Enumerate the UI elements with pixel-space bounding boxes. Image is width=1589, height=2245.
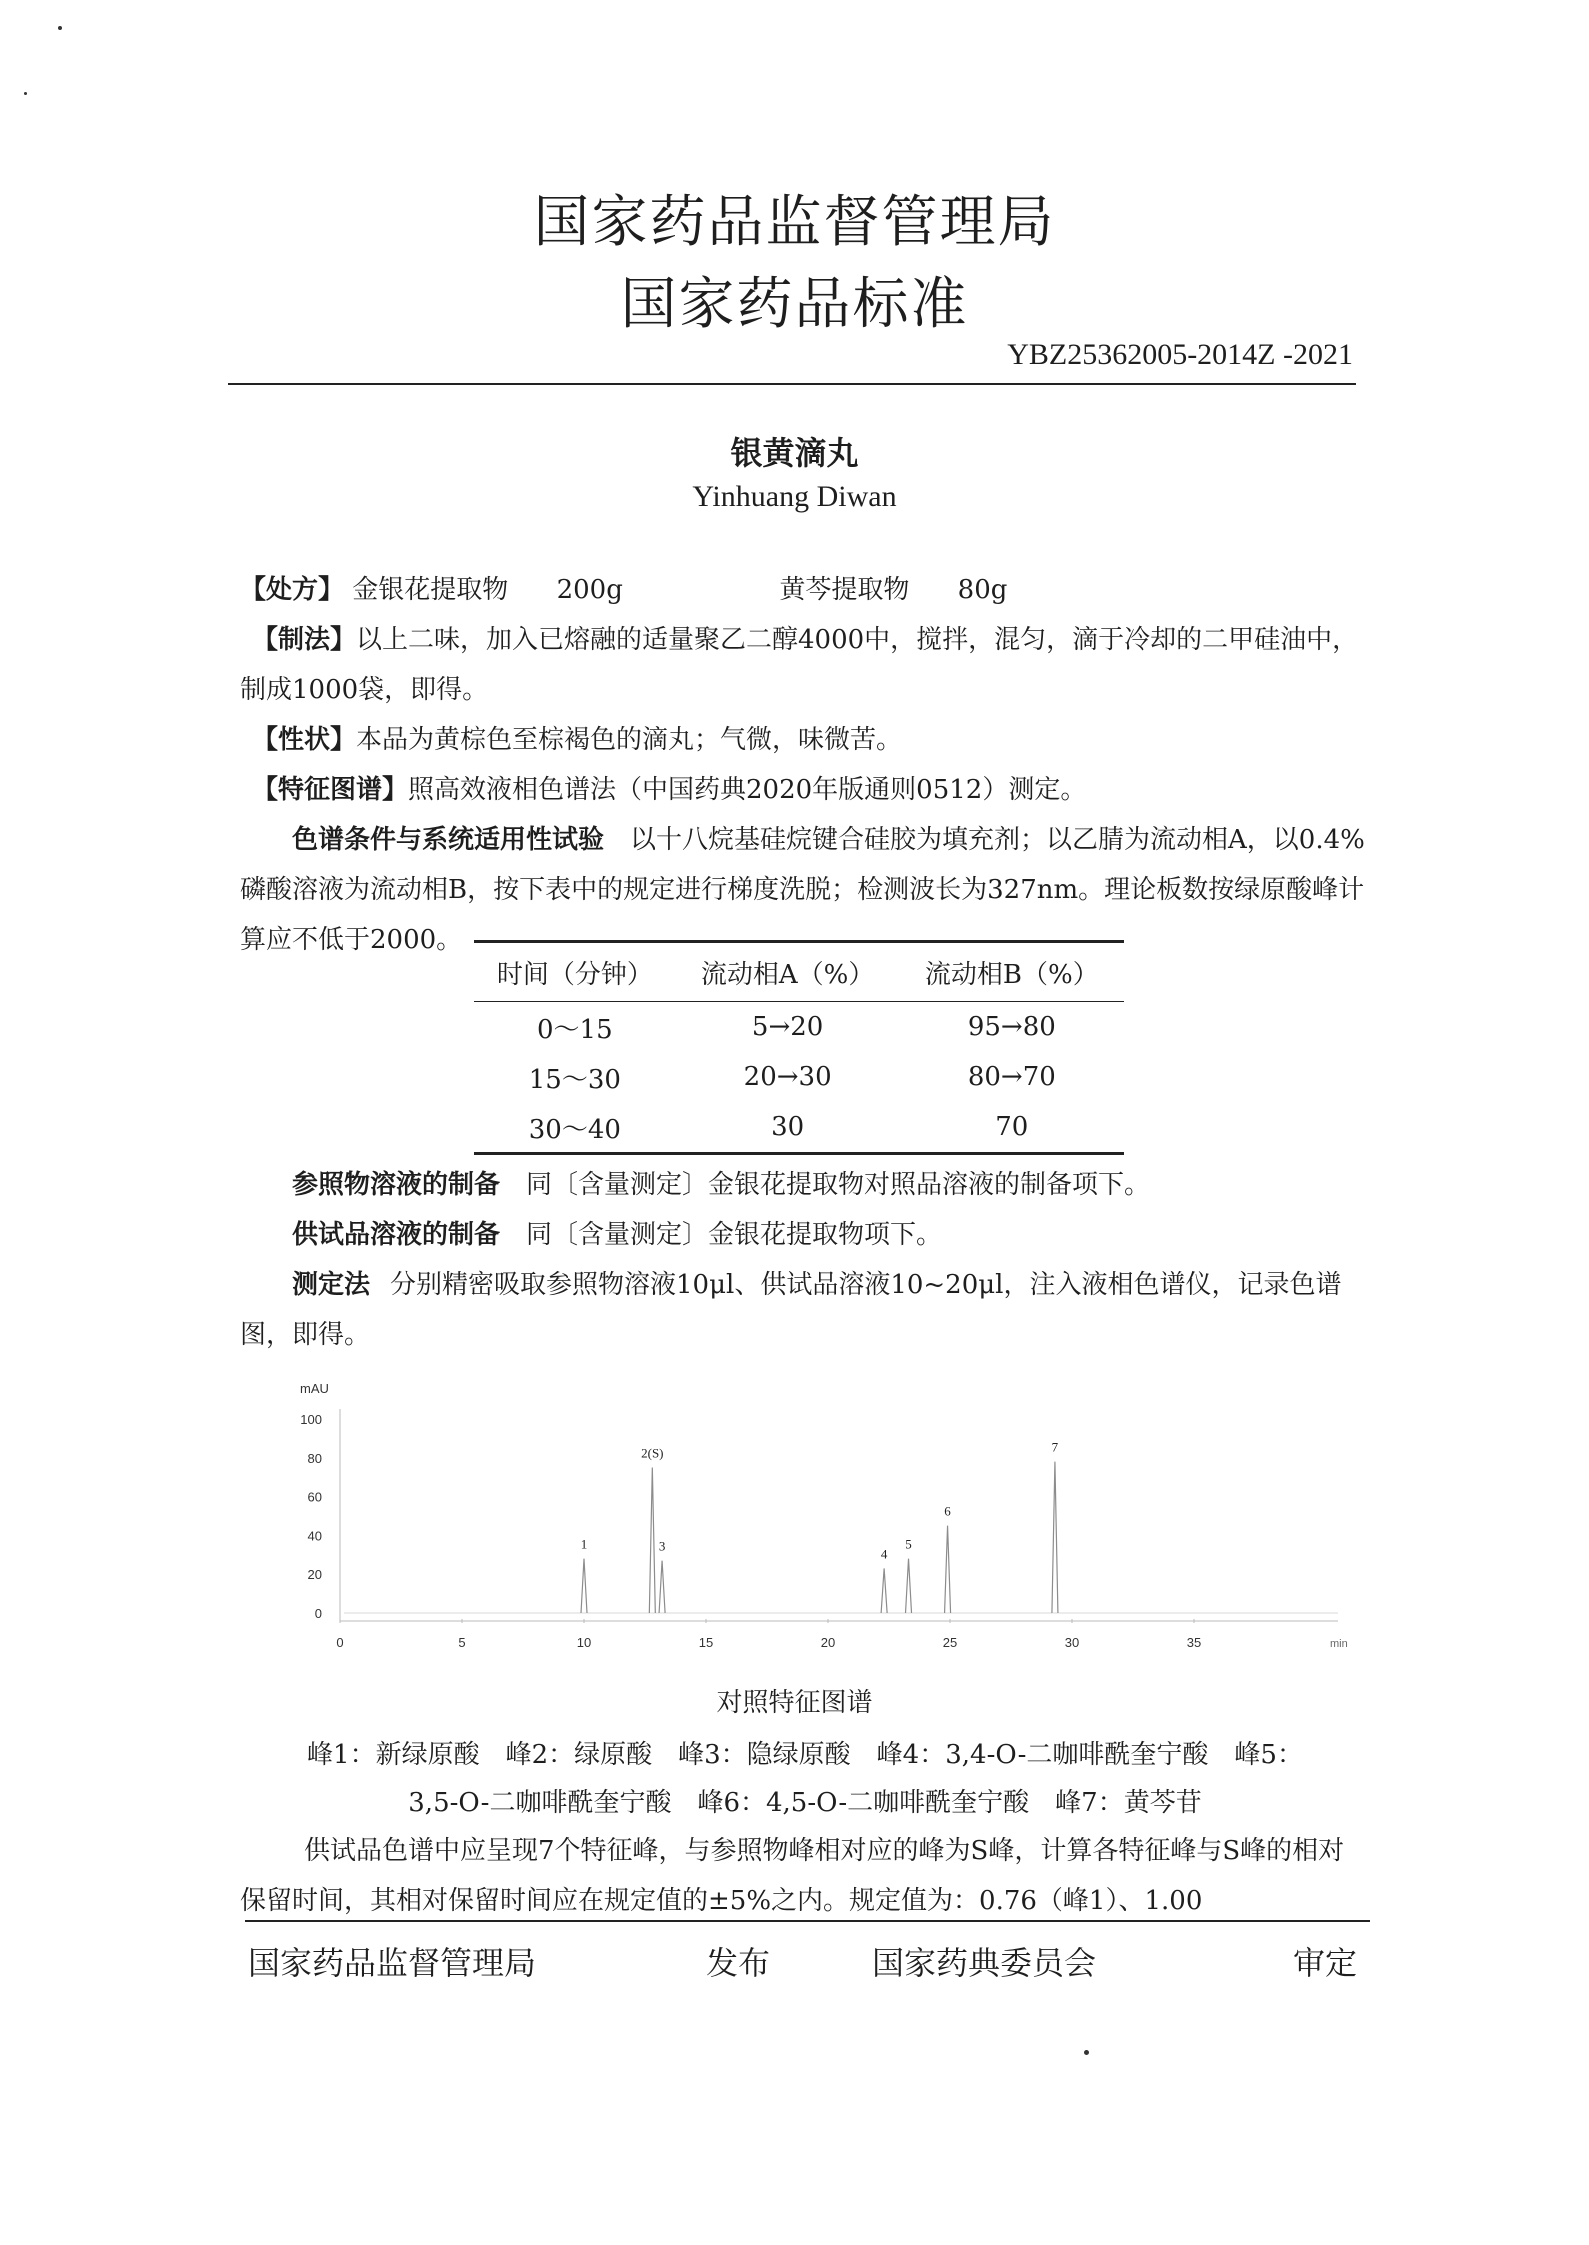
- peak-mark: [1052, 1462, 1058, 1613]
- formula-item1-qty: 200g: [556, 575, 623, 605]
- chart-caption: 对照特征图谱: [716, 1688, 873, 1718]
- peak-label: 4: [880, 1546, 888, 1562]
- sample-section: [240, 1210, 1370, 1260]
- peak-legend-line1: 峰1：新绿原酸 峰2：绿原酸 峰3：隐绿原酸 峰4：3,4-O-二咖啡酰奎宁酸 峰5：: [307, 1740, 1303, 1770]
- sample-text: 同〔含量测定〕金银花提取物项下。: [526, 1220, 943, 1250]
- x-tick-label: 25: [942, 1635, 958, 1650]
- footer-review: 审定: [1293, 1944, 1358, 1982]
- formula-label: 【处方】: [240, 575, 345, 605]
- speck: [1084, 2050, 1089, 2055]
- x-tick-label: 30: [1064, 1635, 1080, 1650]
- assay-label: 测定法: [292, 1270, 371, 1300]
- speck: [24, 92, 27, 95]
- fingerprint-section: [240, 765, 1370, 815]
- conditions-text: 以十八烷基硅烷键合硅胶为填充剂；以乙腈为流动相A，以0.4%磷酸溶液为流动相B，按下表中的规定进行梯度洗脱；检测波长为327nm。理论板数按绿原酸峰计算应不低于2000。: [240, 825, 1365, 955]
- assay-section: [240, 1260, 1370, 1360]
- result-section: [240, 1826, 1370, 1926]
- table-row: [474, 1052, 1124, 1102]
- peak-label: 7: [1051, 1439, 1059, 1455]
- x-tick-label: 0: [336, 1635, 344, 1650]
- peak-label: 2(S): [641, 1445, 664, 1461]
- x-tick-label: 20: [820, 1635, 836, 1650]
- sample-label: 供试品溶液的制备: [292, 1220, 501, 1250]
- table-cell: 70: [900, 1102, 1124, 1154]
- x-tick-label: 10: [576, 1635, 592, 1650]
- table-cell: 0～15: [537, 1014, 613, 1045]
- x-tick-label: 15: [698, 1635, 714, 1650]
- table-header: 流动相B（%）: [900, 942, 1124, 1002]
- peak-label: 6: [944, 1503, 951, 1519]
- x-tick-label: 5: [458, 1635, 466, 1650]
- y-tick-label: 0: [314, 1606, 322, 1621]
- agency-title: 国家药品监督管理局: [533, 190, 1056, 255]
- table-header: 时间（分钟）: [474, 942, 676, 1002]
- table-cell: 5→20: [751, 1012, 824, 1042]
- standard-code: YBZ25362005-2014Z -2021: [1007, 338, 1353, 371]
- method-label: 【制法】: [252, 625, 357, 655]
- peak-mark: [945, 1526, 951, 1613]
- formula-section: [240, 565, 1370, 615]
- character-label: 【性状】: [252, 725, 357, 755]
- assay-text: 分别精密吸取参照物溶液10μl、供试品溶液10~20μl，注入液相色谱仪，记录色谱图，即得。: [240, 1270, 1342, 1350]
- table-header-row: [474, 942, 1124, 1002]
- table-header: 流动相A（%）: [676, 942, 900, 1002]
- reference-section: [240, 1160, 1370, 1210]
- fingerprint-label: 【特征图谱】: [252, 775, 409, 805]
- reference-text: 同〔含量测定〕金银花提取物对照品溶液的制备项下。: [526, 1170, 1151, 1200]
- footer-reviewer: 国家药典委员会: [872, 1944, 1097, 1982]
- peak-mark: [581, 1559, 587, 1613]
- character-text: 本品为黄棕色至棕褐色的滴丸；气微，味微苦。: [356, 725, 903, 755]
- character-section: [240, 715, 1370, 765]
- table-cell: 30: [676, 1102, 900, 1154]
- peak-label: 3: [658, 1538, 666, 1554]
- method-section: [240, 615, 1370, 715]
- x-tick-label: 35: [1186, 1635, 1202, 1650]
- speck: [58, 26, 62, 30]
- formula-item2-name: 黄芩提取物: [779, 575, 910, 605]
- drug-name-cn: 银黄滴丸: [730, 434, 859, 472]
- y-tick-label: 40: [307, 1528, 322, 1544]
- peak-label: 5: [905, 1536, 912, 1552]
- formula-item1-name: 金银花提取物: [352, 575, 509, 605]
- table-cell: 30～40: [474, 1102, 676, 1154]
- table-row: [474, 1102, 1124, 1154]
- reference-label: 参照物溶液的制备: [292, 1170, 501, 1200]
- gradient-table: [474, 940, 1124, 1155]
- y-tick-label: 100: [300, 1412, 322, 1427]
- conditions-label: 色谱条件与系统适用性试验: [292, 825, 605, 855]
- table-cell: 15～30: [528, 1064, 621, 1095]
- y-tick-label: 80: [307, 1450, 322, 1466]
- chromatogram-chart: [280, 1375, 1360, 1665]
- footer-rule: [245, 1920, 1370, 1922]
- result-text: 供试品色谱中应呈现7个特征峰，与参照物峰相对应的峰为S峰，计算各特征峰与S峰的相对保留时间，其相对保留时间应在规定值的±5%之内。规定值为：0.76（峰1）、1.00: [240, 1836, 1345, 1916]
- peak-mark: [906, 1559, 912, 1613]
- standard-title: 国家药品标准: [620, 272, 969, 337]
- footer-publish: 发布: [706, 1944, 771, 1982]
- fingerprint-text: 照高效液相色谱法（中国药典2020年版通则0512）测定。: [408, 775, 1087, 805]
- peak-mark: [659, 1561, 665, 1613]
- header-rule: [228, 383, 1356, 385]
- footer-publisher: 国家药品监督管理局: [248, 1944, 537, 1982]
- peak-legend-line2: 3,5-O-二咖啡酰奎宁酸 峰6：4,5-O-二咖啡酰奎宁酸 峰7：黄芩苷: [408, 1788, 1202, 1818]
- peak-mark: [881, 1568, 887, 1613]
- table-cell: 95→80: [967, 1012, 1056, 1042]
- table-cell: 20→30: [743, 1062, 832, 1092]
- table-row: [474, 1002, 1124, 1053]
- method-text: 以上二味，加入已熔融的适量聚乙二醇4000中，搅拌，混匀，滴于冷却的二甲硅油中，制成1000袋，即得。: [240, 625, 1359, 705]
- drug-name-en: Yinhuang Diwan: [692, 480, 897, 513]
- peak-label: 1: [580, 1536, 588, 1552]
- y-tick-label: 20: [307, 1567, 322, 1583]
- peak-mark: [649, 1468, 655, 1614]
- formula-item2-qty: 80g: [957, 575, 1008, 605]
- y-tick-label: 60: [307, 1489, 322, 1505]
- y-axis-label: mAU: [300, 1381, 329, 1396]
- table-cell: 80→70: [967, 1062, 1056, 1092]
- x-axis-label: min: [1330, 1638, 1348, 1650]
